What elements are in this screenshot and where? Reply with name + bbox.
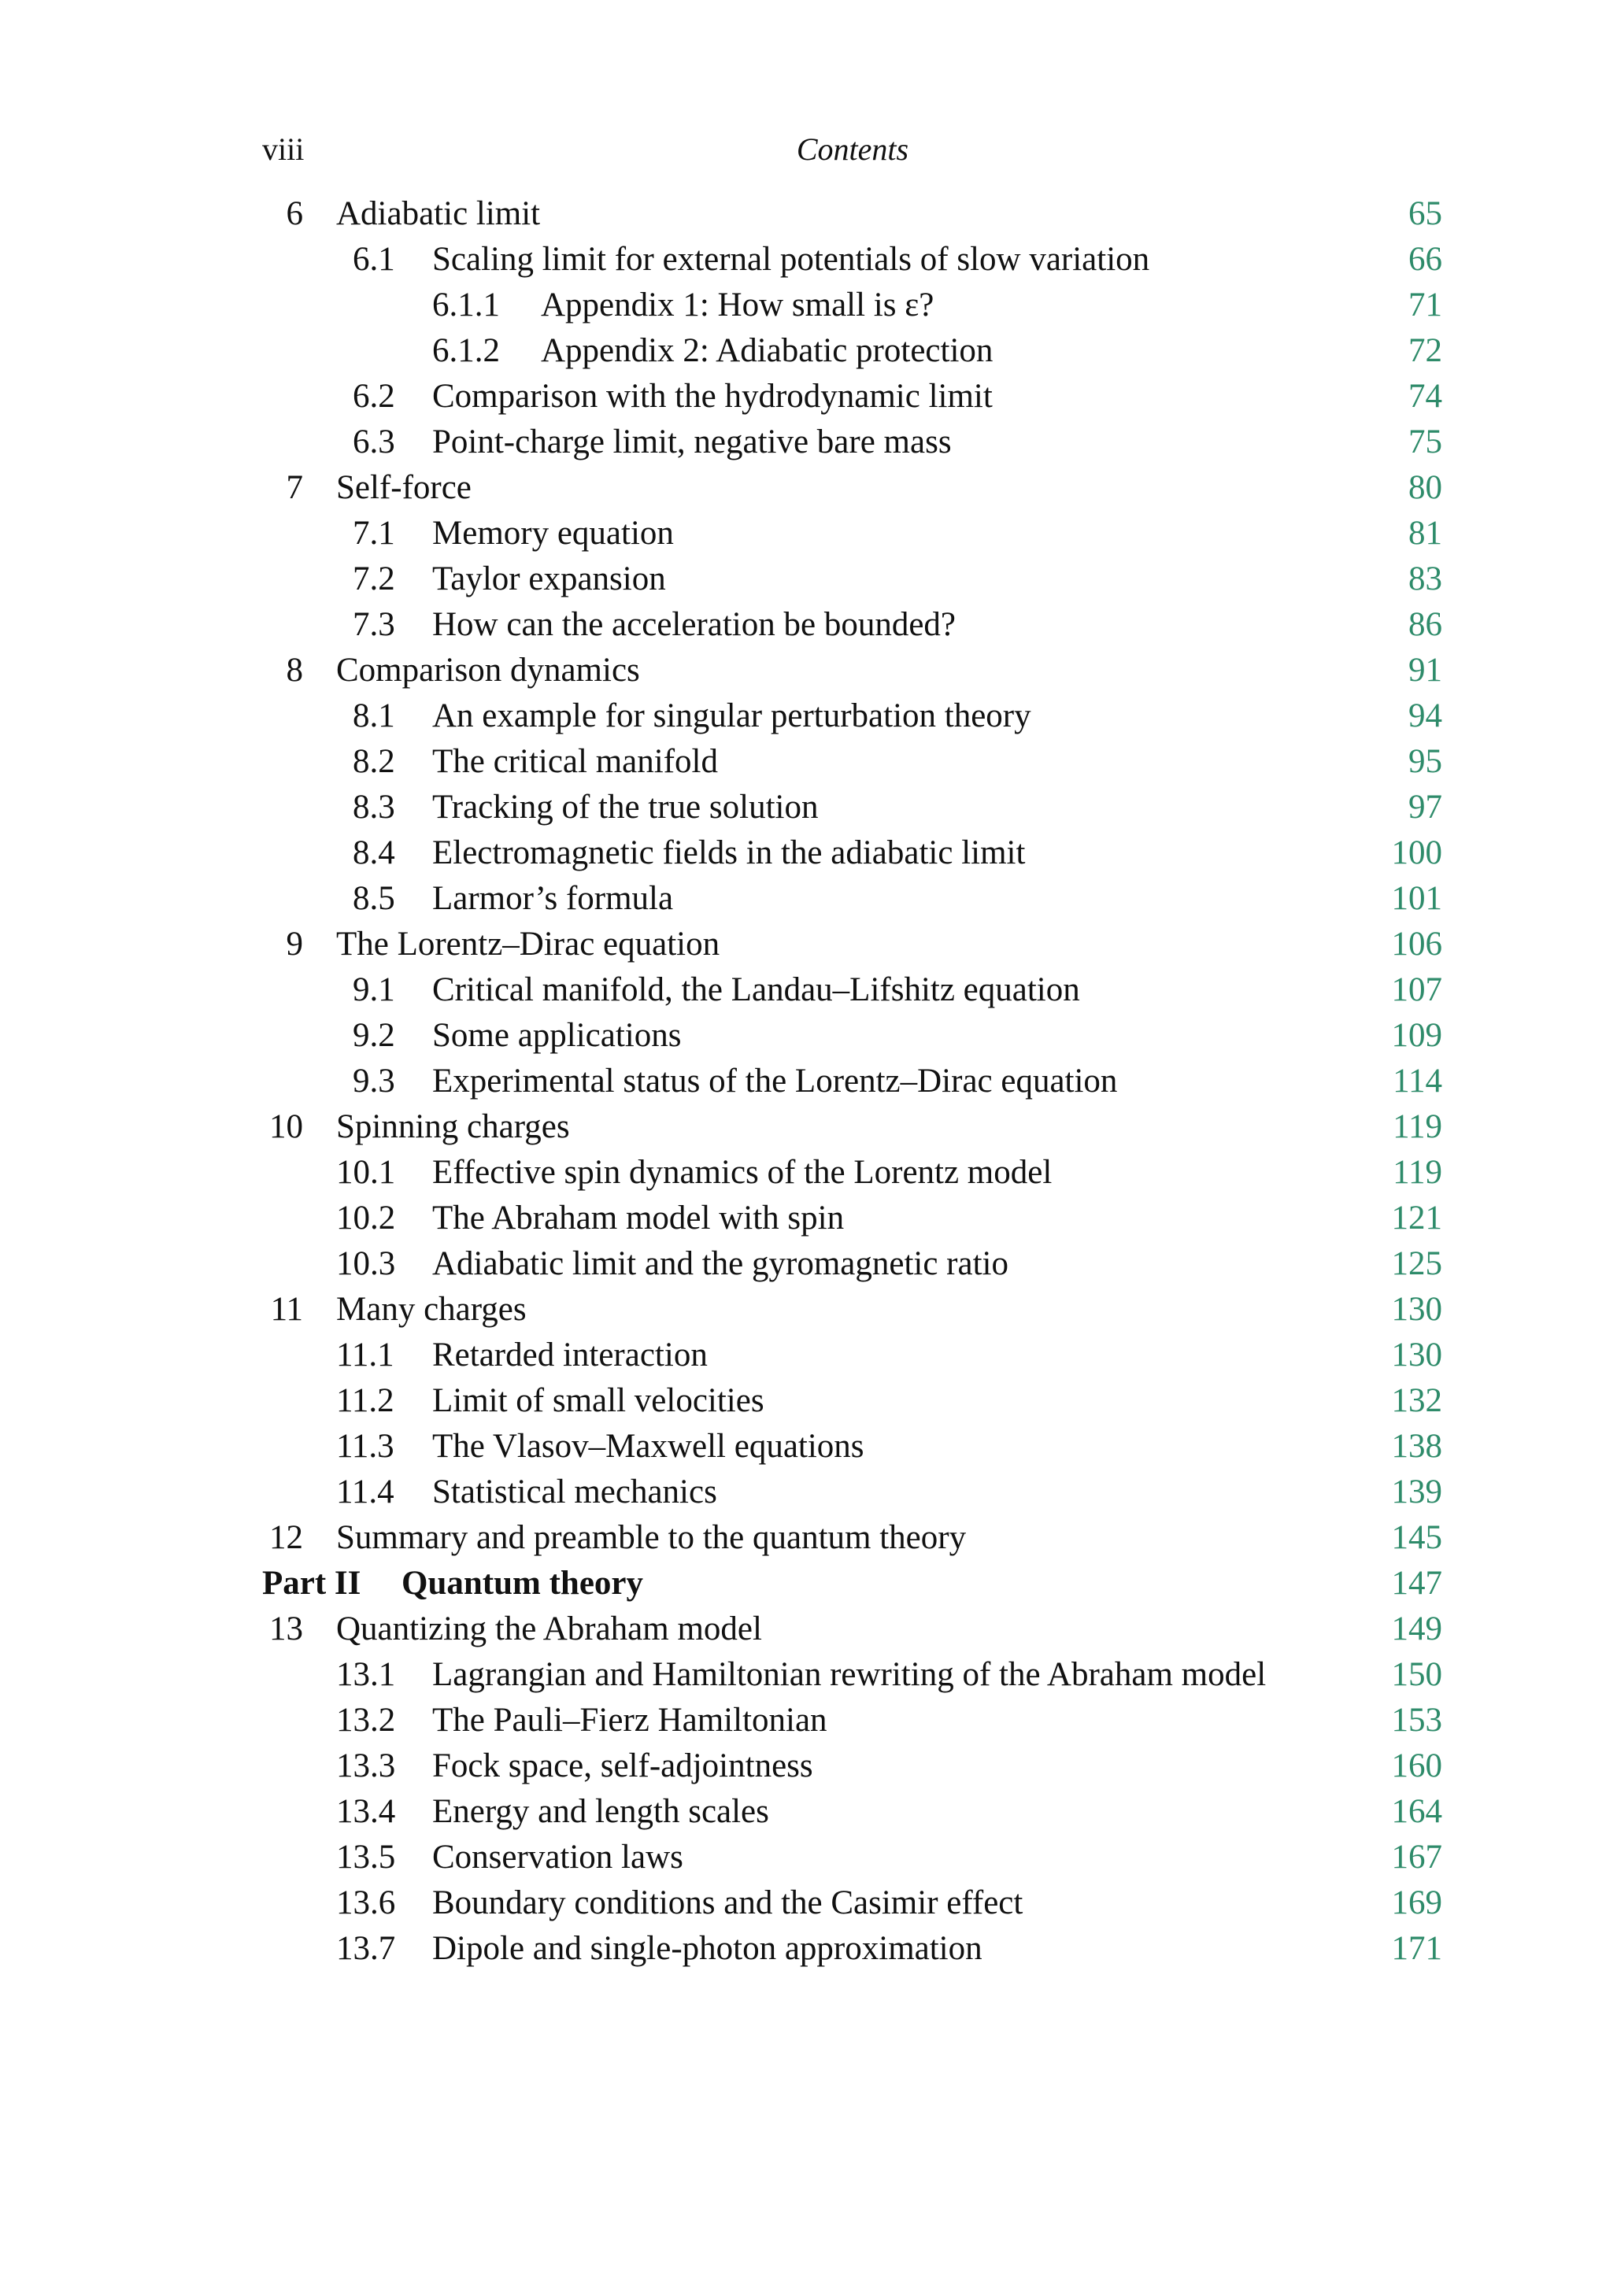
toc-entry-title: Critical manifold, the Landau–Lifshitz equation xyxy=(432,971,1080,1008)
toc-entry-page-link[interactable]: 109 xyxy=(1391,1017,1442,1054)
toc-entry-number: 8.5 xyxy=(353,880,395,917)
toc-entry-number: 11.2 xyxy=(336,1382,394,1419)
toc-entry-section[interactable] xyxy=(0,785,1617,830)
toc-entry-section[interactable] xyxy=(0,237,1617,283)
toc-entry-number: Part II xyxy=(262,1565,361,1602)
toc-entry-number: 11 xyxy=(270,1291,303,1328)
toc-entry-number: 6.1.2 xyxy=(432,332,500,369)
toc-entry-page-link[interactable]: 86 xyxy=(1408,606,1442,643)
table-of-contents xyxy=(0,191,1617,1972)
toc-entry-page-link[interactable]: 139 xyxy=(1391,1473,1442,1510)
toc-entry-title: Energy and length scales xyxy=(432,1793,769,1830)
toc-entry-page-link[interactable]: 65 xyxy=(1408,195,1442,232)
toc-entry-page-link[interactable]: 164 xyxy=(1391,1793,1442,1830)
toc-entry-section[interactable] xyxy=(0,693,1617,739)
toc-entry-number: 9 xyxy=(286,926,303,963)
toc-entry-page-link[interactable]: 160 xyxy=(1391,1747,1442,1784)
toc-entry-page-link[interactable]: 130 xyxy=(1391,1337,1442,1374)
toc-entry-title: The Pauli–Fierz Hamiltonian xyxy=(432,1702,827,1739)
toc-entry-title: Many charges xyxy=(336,1291,527,1328)
toc-entry-page-link[interactable]: 71 xyxy=(1408,287,1442,324)
toc-entry-title: Limit of small velocities xyxy=(432,1382,764,1419)
toc-entry-section-wide[interactable] xyxy=(0,1743,1617,1789)
toc-entry-number: 13.4 xyxy=(336,1793,396,1830)
toc-entry-title: Quantizing the Abraham model xyxy=(336,1610,762,1647)
toc-entry-page-link[interactable]: 74 xyxy=(1408,378,1442,415)
toc-entry-page-link[interactable]: 167 xyxy=(1391,1839,1442,1876)
toc-entry-section[interactable] xyxy=(0,967,1617,1013)
toc-entry-title: Summary and preamble to the quantum theory xyxy=(336,1519,967,1556)
page-folio: viii xyxy=(262,131,305,167)
toc-entry-number: 6 xyxy=(286,195,303,232)
toc-entry-chapter[interactable] xyxy=(0,922,1617,967)
toc-entry-page-link[interactable]: 125 xyxy=(1391,1245,1442,1282)
toc-entry-number: 13.6 xyxy=(336,1884,396,1921)
toc-entry-page-link[interactable]: 101 xyxy=(1391,880,1442,917)
toc-entry-section[interactable] xyxy=(0,739,1617,785)
toc-entry-number: 7.3 xyxy=(353,606,395,643)
toc-entry-title: Electromagnetic fields in the adiabatic limit xyxy=(432,834,1026,871)
toc-entry-title: Some applications xyxy=(432,1017,682,1054)
toc-entry-chapter[interactable] xyxy=(0,1104,1617,1150)
toc-entry-page-link[interactable]: 145 xyxy=(1391,1519,1442,1556)
toc-entry-section-wide[interactable] xyxy=(0,1698,1617,1743)
toc-entry-title: Statistical mechanics xyxy=(432,1473,717,1510)
toc-entry-title: Quantum theory xyxy=(401,1565,643,1602)
toc-entry-page-link[interactable]: 81 xyxy=(1408,515,1442,552)
toc-entry-page-link[interactable]: 107 xyxy=(1391,971,1442,1008)
toc-entry-title: Boundary conditions and the Casimir effect xyxy=(432,1884,1023,1921)
toc-entry-number: 11.4 xyxy=(336,1473,394,1510)
toc-entry-section-wide[interactable] xyxy=(0,1196,1617,1241)
toc-entry-page-link[interactable]: 119 xyxy=(1393,1108,1442,1145)
toc-entry-page-link[interactable]: 119 xyxy=(1393,1154,1442,1191)
toc-entry-number: 13 xyxy=(269,1610,303,1647)
toc-entry-section-wide[interactable] xyxy=(0,1150,1617,1196)
toc-entry-title: Comparison with the hydrodynamic limit xyxy=(432,378,993,415)
running-title: Contents xyxy=(796,131,909,167)
toc-entry-number: 10.1 xyxy=(336,1154,396,1191)
toc-entry-section-wide[interactable] xyxy=(0,1789,1617,1835)
toc-entry-title: Adiabatic limit xyxy=(336,195,541,232)
toc-entry-section[interactable] xyxy=(0,420,1617,465)
toc-entry-number: 11.1 xyxy=(336,1337,394,1374)
toc-entry-title: Effective spin dynamics of the Lorentz model xyxy=(432,1154,1053,1191)
toc-entry-page-link[interactable]: 147 xyxy=(1391,1565,1442,1602)
toc-entry-section-wide[interactable] xyxy=(0,1926,1617,1972)
toc-entry-title: Fock space, self-adjointness xyxy=(432,1747,813,1784)
toc-entry-title: How can the acceleration be bounded? xyxy=(432,606,956,643)
toc-entry-number: 10.3 xyxy=(336,1245,396,1282)
toc-entry-title: The Lorentz–Dirac equation xyxy=(336,926,720,963)
toc-entry-page-link[interactable]: 72 xyxy=(1408,332,1442,369)
toc-entry-section[interactable] xyxy=(0,602,1617,648)
toc-entry-page-link[interactable]: 100 xyxy=(1391,834,1442,871)
toc-entry-chapter[interactable] xyxy=(0,1287,1617,1333)
toc-entry-number: 8 xyxy=(286,652,303,689)
toc-entry-page-link[interactable]: 153 xyxy=(1391,1702,1442,1739)
toc-entry-page-link[interactable]: 106 xyxy=(1391,926,1442,963)
toc-entry-page-link[interactable]: 97 xyxy=(1408,789,1442,826)
toc-entry-number: 6.3 xyxy=(353,423,395,460)
toc-entry-number: 11.3 xyxy=(336,1428,394,1465)
toc-entry-number: 8.1 xyxy=(353,697,395,734)
toc-entry-section[interactable] xyxy=(0,374,1617,420)
toc-entry-number: 9.3 xyxy=(353,1063,395,1100)
toc-entry-title: Tracking of the true solution xyxy=(432,789,819,826)
toc-entry-title: Memory equation xyxy=(432,515,674,552)
toc-entry-title: Experimental status of the Lorentz–Dirac equation xyxy=(432,1063,1118,1100)
toc-entry-number: 6.1.1 xyxy=(432,287,500,324)
toc-entry-page-link[interactable]: 95 xyxy=(1408,743,1442,780)
toc-entry-section-wide[interactable] xyxy=(0,1333,1617,1378)
toc-entry-page-link[interactable]: 91 xyxy=(1408,652,1442,689)
toc-entry-section-wide[interactable] xyxy=(0,1424,1617,1470)
toc-entry-chapter[interactable] xyxy=(0,191,1617,237)
toc-entry-section-wide[interactable] xyxy=(0,1470,1617,1515)
toc-entry-page-link[interactable]: 169 xyxy=(1391,1884,1442,1921)
toc-entry-number: 13.1 xyxy=(336,1656,396,1693)
toc-entry-section-wide[interactable] xyxy=(0,1241,1617,1287)
toc-entry-section[interactable] xyxy=(0,1059,1617,1104)
toc-entry-number: 8.4 xyxy=(353,834,395,871)
toc-entry-chapter[interactable] xyxy=(0,1515,1617,1561)
toc-entry-number: 13.5 xyxy=(336,1839,396,1876)
toc-entry-page-link[interactable]: 66 xyxy=(1408,241,1442,278)
toc-entry-number: 12 xyxy=(269,1519,303,1556)
toc-entry-title: The critical manifold xyxy=(432,743,718,780)
toc-entry-title: Point-charge limit, negative bare mass xyxy=(432,423,952,460)
toc-entry-number: 8.3 xyxy=(353,789,395,826)
toc-entry-title: Adiabatic limit and the gyromagnetic ratio xyxy=(432,1245,1008,1282)
toc-entry-section-wide[interactable] xyxy=(0,1378,1617,1424)
toc-entry-chapter[interactable] xyxy=(0,465,1617,511)
toc-entry-title: Lagrangian and Hamiltonian rewriting of the Abraham model xyxy=(432,1656,1267,1693)
toc-entry-page-link[interactable]: 149 xyxy=(1391,1610,1442,1647)
toc-entry-section[interactable] xyxy=(0,511,1617,556)
toc-entry-number: 7.2 xyxy=(353,560,395,597)
toc-entry-section-wide[interactable] xyxy=(0,1835,1617,1880)
toc-entry-chapter[interactable] xyxy=(0,648,1617,693)
toc-entry-page-link[interactable]: 171 xyxy=(1391,1930,1442,1967)
toc-entry-page-link[interactable]: 83 xyxy=(1408,560,1442,597)
toc-entry-number: 8.2 xyxy=(353,743,395,780)
toc-entry-title: Appendix 1: How small is ε? xyxy=(541,287,934,324)
toc-entry-number: 13.2 xyxy=(336,1702,396,1739)
toc-entry-page-link[interactable]: 121 xyxy=(1391,1200,1442,1237)
toc-entry-subsection[interactable] xyxy=(0,328,1617,374)
toc-entry-section[interactable] xyxy=(0,830,1617,876)
toc-entry-number: 13.7 xyxy=(336,1930,396,1967)
toc-entry-number: 9.1 xyxy=(353,971,395,1008)
toc-entry-number: 10.2 xyxy=(336,1200,396,1237)
toc-entry-page-link[interactable]: 114 xyxy=(1393,1063,1442,1100)
toc-entry-section[interactable] xyxy=(0,556,1617,602)
toc-entry-subsection[interactable] xyxy=(0,283,1617,328)
toc-entry-section[interactable] xyxy=(0,876,1617,922)
toc-entry-page-link[interactable]: 132 xyxy=(1391,1382,1442,1419)
toc-entry-chapter[interactable] xyxy=(0,1606,1617,1652)
toc-entry-number: 9.2 xyxy=(353,1017,395,1054)
toc-entry-title: Scaling limit for external potentials of slow variation xyxy=(432,241,1150,278)
toc-entry-page-link[interactable]: 80 xyxy=(1408,469,1442,506)
toc-entry-title: Retarded interaction xyxy=(432,1337,708,1374)
toc-entry-title: Self-force xyxy=(336,469,472,506)
toc-entry-title: An example for singular perturbation theory xyxy=(432,697,1031,734)
toc-entry-page-link[interactable]: 94 xyxy=(1408,697,1442,734)
toc-entry-section-wide[interactable] xyxy=(0,1652,1617,1698)
toc-entry-section[interactable] xyxy=(0,1013,1617,1059)
toc-entry-page-link[interactable]: 130 xyxy=(1391,1291,1442,1328)
toc-entry-number: 7.1 xyxy=(353,515,395,552)
toc-entry-title: The Abraham model with spin xyxy=(432,1200,845,1237)
toc-entry-title: Dipole and single-photon approximation xyxy=(432,1930,982,1967)
toc-entry-number: 10 xyxy=(269,1108,303,1145)
toc-entry-section-wide[interactable] xyxy=(0,1880,1617,1926)
toc-entry-title: Appendix 2: Adiabatic protection xyxy=(541,332,994,369)
toc-entry-title: Taylor expansion xyxy=(432,560,666,597)
toc-entry-title: Conservation laws xyxy=(432,1839,683,1876)
toc-entry-page-link[interactable]: 150 xyxy=(1391,1656,1442,1693)
toc-entry-title: Larmor’s formula xyxy=(432,880,674,917)
toc-entry-title: Comparison dynamics xyxy=(336,652,640,689)
running-head xyxy=(262,126,1443,173)
toc-entry-number: 6.2 xyxy=(353,378,395,415)
toc-entry-page-link[interactable]: 75 xyxy=(1408,423,1442,460)
toc-entry-part[interactable] xyxy=(0,1561,1617,1606)
toc-entry-number: 6.1 xyxy=(353,241,395,278)
toc-entry-title: The Vlasov–Maxwell equations xyxy=(432,1428,864,1465)
toc-entry-number: 7 xyxy=(286,469,303,506)
toc-entry-page-link[interactable]: 138 xyxy=(1391,1428,1442,1465)
toc-entry-number: 13.3 xyxy=(336,1747,396,1784)
toc-entry-title: Spinning charges xyxy=(336,1108,570,1145)
